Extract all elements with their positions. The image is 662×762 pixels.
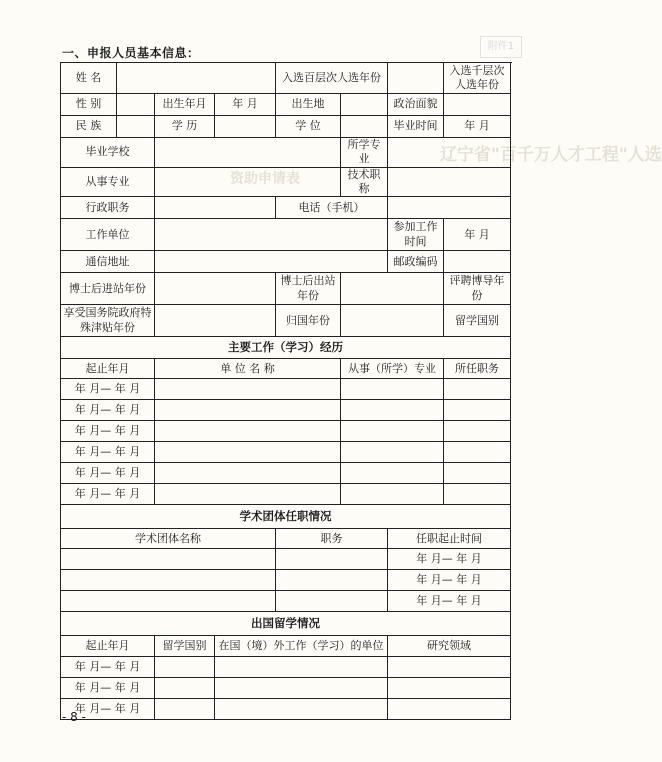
field-graduation-time[interactable]: 年 月: [444, 116, 511, 138]
header-employer: 单 位 名 称: [155, 359, 341, 379]
label-technical-title: 技术职称: [341, 167, 388, 197]
abroad-period-cell[interactable]: 年 月— 年 月: [61, 678, 155, 699]
label-phd-advisor-year: 评聘博导年份: [444, 273, 511, 305]
work-position-cell[interactable]: [444, 484, 511, 505]
label-work-start-time: 参加工作时间: [388, 219, 444, 251]
work-position-cell[interactable]: [444, 379, 511, 400]
field-postdoc-entry[interactable]: [155, 273, 276, 305]
abroad-institution-cell[interactable]: [215, 699, 388, 720]
field-gender[interactable]: [117, 94, 155, 116]
abroad-country-cell[interactable]: [155, 678, 215, 699]
work-specialty-cell[interactable]: [341, 442, 444, 463]
label-special-allowance: 享受国务院政府特殊津贴年份: [61, 305, 155, 337]
label-postdoc-exit: 博士后出站年份: [276, 273, 341, 305]
work-position-cell[interactable]: [444, 400, 511, 421]
field-hundred-tier-year[interactable]: [388, 63, 444, 94]
society-tenure-cell[interactable]: 年 月— 年 月: [388, 549, 511, 570]
field-address[interactable]: [155, 251, 388, 273]
abroad-period-cell[interactable]: 年 月— 年 月: [61, 657, 155, 678]
work-position-cell[interactable]: [444, 442, 511, 463]
label-profession: 从事专业: [61, 167, 155, 197]
field-admin-post[interactable]: [155, 197, 276, 219]
work-employer-cell[interactable]: [155, 400, 341, 421]
society-tenure-cell[interactable]: 年 月— 年 月: [388, 591, 511, 612]
section-title-academic: 学术团体任职情况: [61, 505, 511, 529]
label-birth-date: 出生年月: [155, 94, 215, 116]
label-workplace: 工作单位: [61, 219, 155, 251]
work-period-cell[interactable]: 年 月— 年 月: [61, 379, 155, 400]
header-society-role: 职务: [276, 529, 388, 549]
label-birthplace: 出生地: [276, 94, 341, 116]
field-special-allowance[interactable]: [155, 305, 276, 337]
field-birth-date[interactable]: 年 月: [215, 94, 276, 116]
header-period: 起止年月: [61, 359, 155, 379]
field-workplace[interactable]: [155, 219, 388, 251]
field-degree[interactable]: [341, 116, 388, 138]
label-graduate-school: 毕业学校: [61, 138, 155, 168]
work-specialty-cell[interactable]: [341, 484, 444, 505]
field-education[interactable]: [215, 116, 276, 138]
field-graduate-school[interactable]: [155, 138, 341, 168]
abroad-period-cell[interactable]: 年 月— 年 月: [61, 699, 155, 720]
field-phone[interactable]: [388, 197, 511, 219]
society-name-cell[interactable]: [61, 549, 276, 570]
label-postdoc-entry: 博士后进站年份: [61, 273, 155, 305]
abroad-field-cell[interactable]: [388, 699, 511, 720]
field-return-year[interactable]: [341, 305, 444, 337]
work-period-cell[interactable]: 年 月— 年 月: [61, 442, 155, 463]
society-tenure-cell[interactable]: 年 月— 年 月: [388, 570, 511, 591]
header-abroad-institution: 在国（境）外工作（学习）的单位: [215, 636, 388, 657]
label-postcode: 邮政编码: [388, 251, 444, 273]
abroad-country-cell[interactable]: [155, 699, 215, 720]
work-period-cell[interactable]: 年 月— 年 月: [61, 400, 155, 421]
label-address: 通信地址: [61, 251, 155, 273]
abroad-country-cell[interactable]: [155, 657, 215, 678]
society-role-cell[interactable]: [276, 591, 388, 612]
field-birthplace[interactable]: [341, 94, 388, 116]
society-name-cell[interactable]: [61, 570, 276, 591]
header-position: 所任职务: [444, 359, 511, 379]
header-tenure: 任职起止时间: [388, 529, 511, 549]
label-political-status: 政治面貌: [388, 94, 444, 116]
bleed-through-mark: 资助申请表: [230, 171, 300, 187]
society-role-cell[interactable]: [276, 549, 388, 570]
label-major: 所学专业: [341, 138, 388, 168]
field-postcode[interactable]: [444, 251, 511, 273]
label-hundred-tier-year: 入选百层次人选年份: [276, 63, 388, 94]
section-heading: 一、申报人员基本信息：: [62, 46, 200, 60]
label-name: 姓 名: [61, 63, 117, 94]
work-specialty-cell[interactable]: [341, 379, 444, 400]
field-political-status[interactable]: [444, 94, 511, 116]
field-technical-title[interactable]: [388, 167, 511, 197]
header-abroad-period: 起止年月: [61, 636, 155, 657]
field-postdoc-exit[interactable]: [341, 273, 444, 305]
label-education: 学 历: [155, 116, 215, 138]
field-name[interactable]: [117, 63, 276, 94]
label-return-year: 归国年份: [276, 305, 341, 337]
header-specialty: 从事（所学）专业: [341, 359, 444, 379]
abroad-field-cell[interactable]: [388, 678, 511, 699]
field-work-start-time[interactable]: 年 月: [444, 219, 511, 251]
label-graduation-time: 毕业时间: [388, 116, 444, 138]
field-ethnicity[interactable]: [117, 116, 155, 138]
attachment-tag: 附件1: [480, 36, 522, 58]
work-specialty-cell[interactable]: [341, 421, 444, 442]
work-employer-cell[interactable]: [155, 379, 341, 400]
section-title-abroad: 出国留学情况: [61, 612, 511, 636]
page-number: - 8 -: [62, 710, 86, 724]
header-research-field: 研究领域: [388, 636, 511, 657]
field-major[interactable]: [388, 138, 511, 168]
work-employer-cell[interactable]: [155, 484, 341, 505]
work-specialty-cell[interactable]: [341, 400, 444, 421]
work-employer-cell[interactable]: [155, 442, 341, 463]
society-role-cell[interactable]: [276, 570, 388, 591]
work-period-cell[interactable]: 年 月— 年 月: [61, 421, 155, 442]
label-thousand-tier-year: 入选千层次人选年份: [444, 63, 511, 94]
field-profession[interactable]: [155, 167, 341, 197]
work-employer-cell[interactable]: [155, 421, 341, 442]
header-abroad-country: 留学国别: [155, 636, 215, 657]
label-degree: 学 位: [276, 116, 341, 138]
label-study-country: 留学国别: [444, 305, 511, 337]
label-phone: 电话（手机）: [276, 197, 388, 219]
work-position-cell[interactable]: [444, 463, 511, 484]
abroad-institution-cell[interactable]: [215, 678, 388, 699]
work-position-cell[interactable]: [444, 421, 511, 442]
label-gender: 性 别: [61, 94, 117, 116]
work-specialty-cell[interactable]: [341, 463, 444, 484]
bleed-through-mark: 辽宁省"百千万人才工程"人选: [440, 145, 662, 165]
abroad-institution-cell[interactable]: [215, 657, 388, 678]
work-period-cell[interactable]: 年 月— 年 月: [61, 484, 155, 505]
label-admin-post: 行政职务: [61, 197, 155, 219]
section-title-work: 主要工作（学习）经历: [61, 337, 511, 359]
header-society-name: 学术团体名称: [61, 529, 276, 549]
work-period-cell[interactable]: 年 月— 年 月: [61, 463, 155, 484]
application-form-table: [60, 62, 511, 720]
label-ethnicity: 民 族: [61, 116, 117, 138]
abroad-field-cell[interactable]: [388, 657, 511, 678]
society-name-cell[interactable]: [61, 591, 276, 612]
work-employer-cell[interactable]: [155, 463, 341, 484]
